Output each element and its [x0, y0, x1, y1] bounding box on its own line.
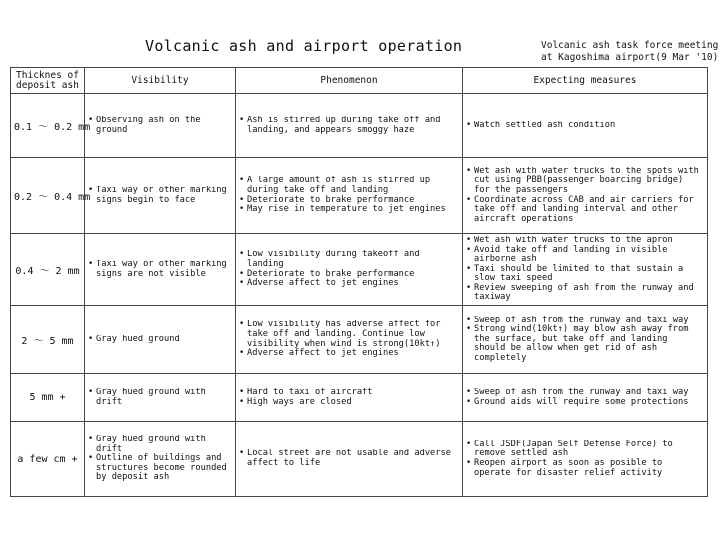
- header-visibility: Visibility: [85, 68, 236, 94]
- visibility-item: • Taxi way or other marking signs are not visible: [88, 260, 232, 279]
- phenomenon-item: • Deteriorate to brake performance: [239, 196, 459, 206]
- meeting-subtitle: [541, 40, 718, 64]
- ash-operation-table: [10, 67, 708, 497]
- measures-item: • Strong wind(10kt↑) may blow ash away from the surface, but take off and landing should be allow when get rid of ash completely: [466, 325, 704, 363]
- visibility-item: • Observing ash on the ground: [88, 116, 232, 135]
- thickness-cell: 0.2 ～ 0.4 mm: [11, 158, 85, 234]
- measures-item: • Sweep of ash from the runway and taxi way: [466, 316, 704, 326]
- visibility-cell: [85, 158, 236, 234]
- table-row: [11, 94, 708, 158]
- header-phenomenon: Phenomenon: [236, 68, 463, 94]
- measures-item: • Watch settled ash condition: [466, 121, 704, 131]
- visibility-item: • Gray hued ground with drift: [88, 388, 232, 407]
- measures-item: • Wet ash with water trucks to the spots with cut using PBB(passenger boarcing bridge) for the passengers: [466, 167, 704, 196]
- measures-item: • Taxi should be limited to that sustain a slow taxi speed: [466, 265, 704, 284]
- measures-item: • Reopen airport as soon as posible to operate for disaster relief activity: [466, 459, 704, 478]
- measures-item: • Sweep of ash from the runway and taxi way: [466, 388, 704, 398]
- table-row: [11, 422, 708, 497]
- phenomenon-cell: [236, 306, 463, 374]
- visibility-cell: [85, 374, 236, 422]
- measures-item: • Wet ash with water trucks to the apron: [466, 236, 704, 246]
- visibility-cell: [85, 306, 236, 374]
- phenomenon-cell: [236, 94, 463, 158]
- thickness-cell: 0.1 ～ 0.2 mm: [11, 94, 85, 158]
- phenomenon-item: • High ways are closed: [239, 398, 459, 408]
- measures-cell: [463, 234, 708, 306]
- phenomenon-item: • Low visibility during takeoff and landing: [239, 250, 459, 269]
- visibility-item: • Taxi way or other marking signs begin to face: [88, 186, 232, 205]
- phenomenon-cell: [236, 234, 463, 306]
- phenomenon-item: • Ash is stirred up during take off and landing, and appears smoggy haze: [239, 116, 459, 135]
- phenomenon-item: • Local street are not usable and adverse affect to life: [239, 449, 459, 468]
- header-measures: Expecting measures: [463, 68, 708, 94]
- header-thickness: Thicknes of deposit ash: [11, 68, 85, 94]
- phenomenon-item: • Adverse affect to jet engines: [239, 279, 459, 289]
- table-row: [11, 374, 708, 422]
- measures-item: • Ground aids will require some protections: [466, 398, 704, 408]
- visibility-cell: [85, 234, 236, 306]
- measures-cell: [463, 422, 708, 497]
- phenomenon-item: • May rise in temperature to jet engines: [239, 205, 459, 215]
- phenomenon-item: • Adverse affect to jet engines: [239, 349, 459, 359]
- subtitle-line-2: at Kagoshima airport(9 Mar '10): [541, 52, 719, 63]
- subtitle-line-1: Volcanic ash task force meeting: [541, 40, 719, 51]
- measures-item: • Avoid take off and landing in visible airborne ash: [466, 246, 704, 265]
- phenomenon-item: • Low visibility has adverse affect for take off and landing. Continue low visibility when wind is strong(10kt↑): [239, 320, 459, 349]
- visibility-item: • Gray hued ground: [88, 335, 232, 345]
- thickness-cell: 2 ～ 5 mm: [11, 306, 85, 374]
- visibility-item: • Outline of buildings and structures become rounded by deposit ash: [88, 454, 232, 483]
- table-row: [11, 234, 708, 306]
- phenomenon-cell: [236, 158, 463, 234]
- phenomenon-item: • A large amount of ash is stirred up during take off and landing: [239, 176, 459, 195]
- phenomenon-cell: [236, 374, 463, 422]
- table-row: [11, 158, 708, 234]
- phenomenon-item: • Deteriorate to brake performance: [239, 270, 459, 280]
- visibility-cell: [85, 422, 236, 497]
- table-header-row: [11, 68, 708, 94]
- measures-item: • Review sweeping of ash from the runway and taxiway: [466, 284, 704, 303]
- measures-cell: [463, 306, 708, 374]
- thickness-cell: 5 mm +: [11, 374, 85, 422]
- measures-item: • Coordinate across CAB and air carriers for take off and landing interval and other aircraft operations: [466, 196, 704, 225]
- phenomenon-item: • Hard to taxi of aircraft: [239, 388, 459, 398]
- measures-cell: [463, 374, 708, 422]
- visibility-cell: [85, 94, 236, 158]
- thickness-cell: a few cm +: [11, 422, 85, 497]
- thickness-cell: 0.4 ～ 2 mm: [11, 234, 85, 306]
- page-title: Volcanic ash and airport operation: [145, 37, 463, 55]
- phenomenon-cell: [236, 422, 463, 497]
- table-row: [11, 306, 708, 374]
- measures-cell: [463, 94, 708, 158]
- measures-cell: [463, 158, 708, 234]
- measures-item: • Call JSDF(Japan Self Defense Force) to remove settled ash: [466, 440, 704, 459]
- visibility-item: • Gray hued ground with drift: [88, 435, 232, 454]
